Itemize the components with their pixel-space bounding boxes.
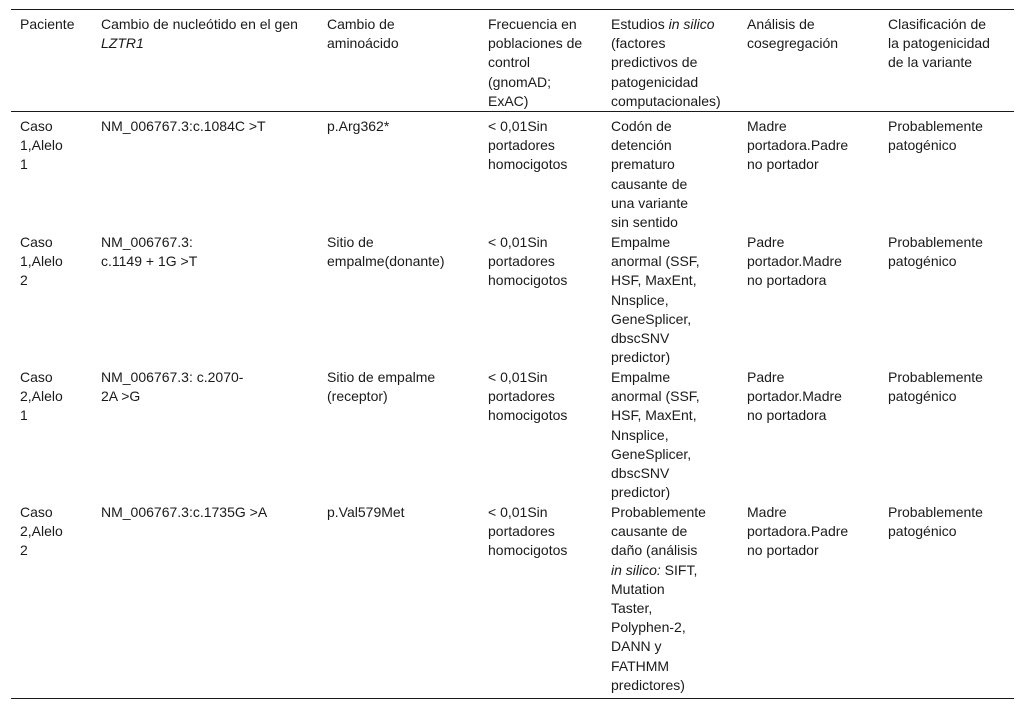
header-clasificacion: Clasificación de la patogenicidad de la variante: [888, 16, 990, 71]
cell-clasificacion: Probablemente patogénico: [888, 118, 983, 154]
header-cambio-nucleotido-text: Cambio de nucleótido en el gen: [101, 16, 298, 32]
cell-paciente: Caso 2,Alelo 1: [20, 369, 63, 424]
cell-nucleotido: NM_006767.3:c.1735G >A: [101, 504, 268, 520]
cell-estudios-part-b: SIFT, Mutation Taster, Polyphen-2, DANN y FATHMM predictores): [611, 561, 698, 693]
cell-paciente: Caso 2,Alelo 2: [20, 504, 63, 559]
header-gene-name: LZTR1: [101, 35, 144, 52]
table-header-rule: [11, 111, 1014, 112]
cell-aminoacido: p.Val579Met: [327, 504, 405, 520]
header-cambio-nucleotido: [101, 15, 316, 53]
cell-cosegregacion: Madre portadora.Padre no portador: [747, 504, 849, 559]
cell-estudios-italic: in silico:: [611, 561, 661, 578]
cell-estudios: [611, 503, 737, 695]
table-top-rule: [11, 9, 1014, 10]
cell-paciente: Caso 1,Alelo 2: [20, 234, 63, 289]
cell-cosegregacion: Madre portadora.Padre no portador: [747, 118, 849, 173]
header-cambio-aminoacido: Cambio de aminoácido: [327, 16, 399, 52]
header-frecuencia: Frecuencia en poblaciones de control (gnomAD; ExAC): [488, 16, 583, 109]
cell-nucleotido: NM_006767.3:c.1084C >T: [101, 118, 266, 134]
cell-aminoacido: Sitio de empalme (receptor): [327, 369, 436, 405]
cell-clasificacion: Probablemente patogénico: [888, 504, 983, 540]
cell-paciente: Caso 1,Alelo 1: [20, 118, 63, 173]
cell-estudios-part-a: Probablemente causante de daño (análisis: [611, 504, 706, 559]
cell-estudios: Empalme anormal (SSF, HSF, MaxEnt, Nnsplice, GeneSplicer, dbscSNV predictor): [611, 234, 700, 366]
cell-cosegregacion: Padre portador.Madre no portadora: [747, 369, 842, 424]
header-estudios-prefix: Estudios: [611, 16, 665, 32]
cell-frecuencia: < 0,01Sin portadores homocigotos: [488, 504, 568, 559]
header-estudios: [611, 15, 737, 111]
cell-aminoacido: p.Arg362*: [327, 118, 390, 134]
cell-cosegregacion: Padre portador.Madre no portadora: [747, 234, 842, 289]
header-analisis: Análisis de cosegregación: [747, 16, 839, 52]
cell-nucleotido: NM_006767.3: c.1149 + 1G >T: [101, 234, 198, 270]
cell-estudios: Empalme anormal (SSF, HSF, MaxEnt, Nnsplice, GeneSplicer, dbscSNV predictor): [611, 369, 700, 501]
cell-clasificacion: Probablemente patogénico: [888, 369, 983, 405]
table-bottom-rule: [11, 698, 1014, 699]
cell-estudios: Codón de detención prematuro causante de una variante sin sentido: [611, 118, 689, 231]
cell-frecuencia: < 0,01Sin portadores homocigotos: [488, 369, 568, 424]
header-estudios-italic: in silico: [668, 16, 715, 32]
cell-clasificacion: Probablemente patogénico: [888, 234, 983, 270]
header-paciente: Paciente: [20, 16, 75, 32]
cell-nucleotido: NM_006767.3: c.2070- 2A >G: [101, 369, 244, 405]
cell-frecuencia: < 0,01Sin portadores homocigotos: [488, 234, 568, 289]
header-estudios-suffix: (factores predictivos de patogenicidad computacionales): [611, 35, 721, 109]
cell-aminoacido: Sitio de empalme(donante): [327, 234, 445, 270]
cell-frecuencia: < 0,01Sin portadores homocigotos: [488, 118, 568, 173]
